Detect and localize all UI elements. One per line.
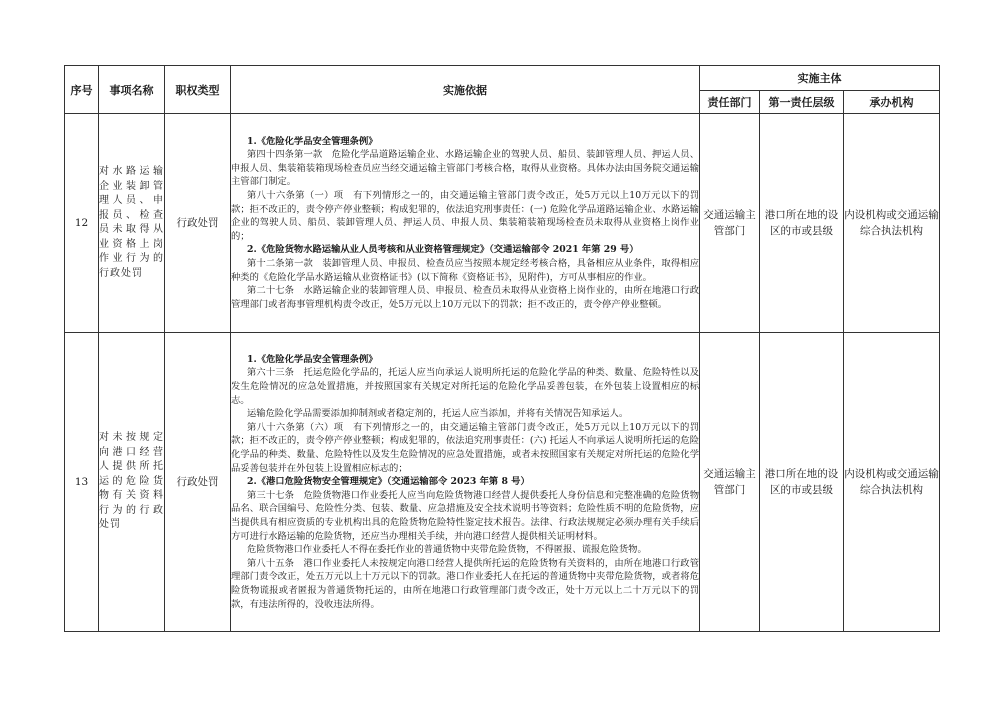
header-level: 第一责任层级	[760, 91, 844, 114]
basis-paragraph: 第六十三条 托运危险化学品的，托运人应当向承运人说明所托运的危险化学品的种类、数量、危险特性以及发生危险情况的应急处置措施，并按照国家有关规定对所托运的危险化学品妥善包装，在外包装上设置相应的标志。	[231, 367, 699, 406]
header-subject: 实施主体	[700, 66, 940, 91]
basis-paragraph: 第十二条第一款 装卸管理人员、申报员、检查员应当按照本规定经考核合格，具备相应从业条件，取得相应种类的《危险化学品水路运输从业资格证书》(以下简称《资格证书》，见附件)，方可从事相应的作业。	[231, 257, 699, 283]
basis-law-title: 1.《危险化学品安全管理条例》	[247, 353, 378, 365]
row-power-type: 行政处罚	[165, 333, 231, 632]
row-item-name: 对未按规定向港口经营人提供所托运的危险货物有关资料行为的行政处罚	[99, 333, 165, 632]
row-power-type: 行政处罚	[165, 114, 231, 333]
row-seq: 12	[65, 114, 99, 333]
basis-paragraph: 第八十六条第（六）项 有下列情形之一的，由交通运输主管部门责令改正，处5万元以上10万元以下的罚款；拒不改正的，责令停产停业整顿；构成犯罪的，依法追究刑事责任：(六) 托运人不向承运人说明所托运的危险化学品的种类、数量、危险特性以及发生危险情况的应急处置措施，或者未按照国家有关规定对所托运的危险化学品妥善包装并在外包装上设置相应标志的；	[231, 421, 699, 474]
row-item-name: 对水路运输企业装卸管理人员、申报员、检查员未取得从业资格上岗作业行为的行政处罚	[99, 114, 165, 333]
basis-paragraph: 危险货物港口作业委托人不得在委托作业的普通货物中夹带危险货物，不得匿报、谎报危险货物。	[247, 544, 647, 556]
basis-paragraph: 运输危险化学品需要添加抑制剂或者稳定剂的，托运人应当添加，并将有关情况告知承运人。	[247, 408, 629, 420]
basis-law-title: 2.《危险货物水路运输从业人员考核和从业资格管理规定》（交通运输部令 2021 年第 29 号）	[247, 244, 639, 256]
row-org: 内设机构或交通运输综合执法机构	[844, 333, 940, 632]
power-list-table	[64, 65, 940, 632]
row-basis	[231, 114, 700, 333]
basis-law-title: 2.《港口危险货物安全管理规定》（交通运输部令 2023 年第 8 号）	[247, 476, 530, 488]
header-seq: 序号	[65, 66, 99, 114]
row-dept: 交通运输主管部门	[700, 114, 760, 333]
basis-paragraph: 第八十五条 港口作业委托人未按规定向港口经营人提供所托运的危险货物有关资料的，由所在地港口行政管理部门责令改正，处五万元以上十万元以下的罚款。港口作业委托人在托运的普通货物中夹带危险货物，或者将危险货物谎报或者匿报为普通货物托运的，由所在地港口行政管理部门责令改正，处十万元以上二十万元以下的罚款，有违法所得的，没收违法所得。	[231, 557, 699, 610]
basis-paragraph: 第八十六条第（一）项 有下列情形之一的，由交通运输主管部门责令改正，处5万元以上10万元以下的罚款；拒不改正的，责令停产停业整顿；构成犯罪的，依法追究刑事责任：(一) 危险化学品道路运输企业、水路运输企业的驾驶人员、船员、装卸管理人员、押运人员、申报人员、集装箱装箱现场检查员未取得从业资格上岗作业的；	[231, 190, 699, 242]
row-level: 港口所在地的设区的市或县级	[760, 114, 844, 333]
header-name: 事项名称	[99, 66, 165, 114]
header-row-top	[65, 66, 940, 91]
basis-law-title: 1.《危险化学品安全管理条例》	[247, 135, 378, 147]
header-dept: 责任部门	[700, 91, 760, 114]
header-org: 承办机构	[844, 91, 940, 114]
row-level: 港口所在地的设区的市或县级	[760, 333, 844, 632]
basis-paragraph: 第三十七条 危险货物港口作业委托人应当向危险货物港口经营人提供委托人身份信息和完整准确的危险货物品名、联合国编号、危险性分类、包装、数量、应急措施及安全技术说明书等资料；危险性质不明的危险货物，应当提供具有相应资质的专业机构出具的危险货物危险特性鉴定技术报告。法律、行政法规规定必须办理有关手续后方可进行水路运输的危险货物，还应当办理相关手续，并向港口经营人提供相关证明材料。	[231, 489, 699, 542]
row-seq: 13	[65, 333, 99, 632]
table-row	[65, 333, 940, 632]
row-dept: 交通运输主管部门	[700, 333, 760, 632]
basis-paragraph: 第四十四条第一款 危险化学品道路运输企业、水路运输企业的驾驶人员、船员、装卸管理人员、押运人员、申报人员、集装箱装箱现场检查员应当经交通运输主管部门考核合格，取得从业资格。具体办法由国务院交通运输主管部门制定。	[231, 149, 699, 188]
header-basis: 实施依据	[231, 66, 700, 114]
header-power-type: 职权类型	[165, 66, 231, 114]
row-org: 内设机构或交通运输综合执法机构	[844, 114, 940, 333]
row-basis	[231, 333, 700, 632]
table-row	[65, 114, 940, 333]
basis-paragraph: 第二十七条 水路运输企业的装卸管理人员、申报员、检查员未取得从业资格上岗作业的，由所在地港口行政管理部门或者海事管理机构责令改正，处5万元以上10万元以下的罚款；拒不改正的，责令停产停业整顿。	[231, 285, 699, 310]
